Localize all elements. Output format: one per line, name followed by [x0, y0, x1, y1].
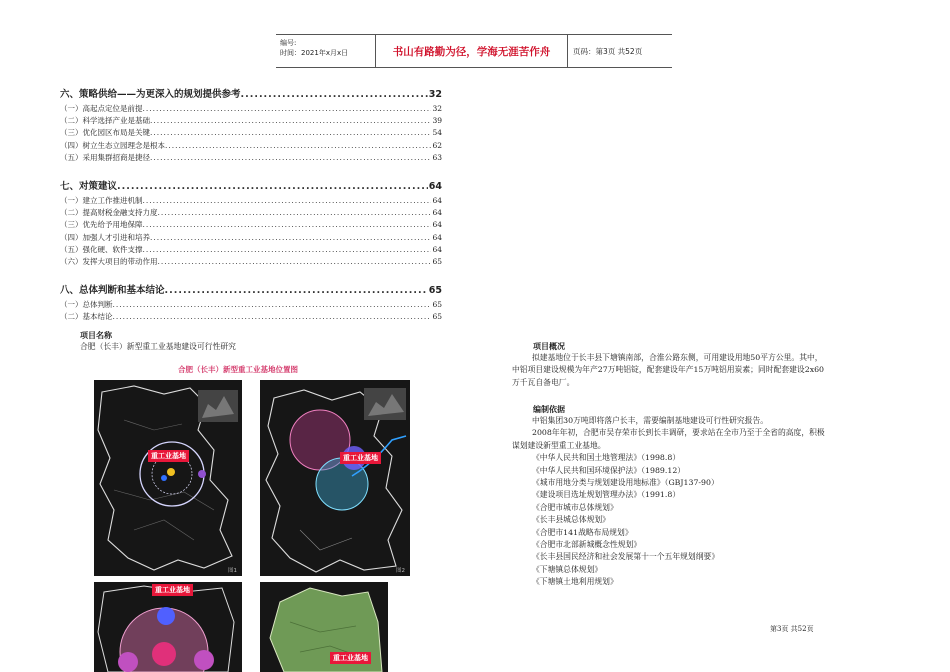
figure-title: 合肥（长丰）新型重工业基地位置图 [178, 365, 298, 374]
map-figure-2 [260, 380, 410, 576]
map-tag-3: 重工业基地 [152, 584, 193, 596]
toc-page: 64 [432, 220, 442, 230]
toc-section [60, 207, 442, 218]
toc-section [60, 256, 442, 267]
toc-title: （三）优先给予用地保障 [60, 220, 143, 230]
toc-page: 64 [432, 244, 442, 254]
overview-label: 项目概况 [533, 342, 565, 351]
toc-section [60, 299, 442, 310]
basis-label: 编制依据 [533, 405, 565, 414]
page-footer: 第3页 共52页 [770, 625, 814, 633]
page-header [276, 34, 672, 68]
map-tag-4: 重工业基地 [330, 652, 371, 664]
toc-page: 62 [432, 140, 442, 150]
toc-page: 32 [432, 104, 442, 113]
toc-page: 65 [432, 312, 442, 322]
text-line: 《下塘镇总体规划》 [532, 564, 603, 574]
figure-caption-2: 图2 [396, 568, 405, 574]
toc-page: 63 [432, 152, 442, 162]
toc-title: （一）总体判断 [60, 300, 113, 310]
map-figure-3 [94, 582, 242, 672]
text-line: 《合肥市北部新城概念性规划》 [532, 540, 642, 550]
toc-leader [165, 141, 431, 150]
map-tag-2: 重工业基地 [340, 452, 381, 464]
header-page-label: 页码：第3页 共52页 [573, 47, 643, 56]
header-number-label: 编号: [280, 39, 297, 47]
text-line: 万千瓦自备电厂。 [512, 377, 575, 387]
toc-section [60, 244, 442, 255]
toc-title: （二）基本结论 [60, 312, 113, 322]
toc-title: 六、策略供给——为更深入的规划提供参考 [60, 89, 241, 100]
overview-text [512, 352, 824, 389]
toc-page: 65 [428, 285, 442, 297]
text-line: 《中华人民共和国环境保护法》（1989.12） [532, 465, 686, 475]
toc-section [60, 115, 442, 126]
text-line: 《合肥市城市总体规划》 [532, 502, 618, 512]
toc-title: （一）建立工作推进机制 [60, 196, 143, 205]
toc-section [60, 140, 442, 151]
toc-section [60, 127, 442, 138]
header-meta [276, 35, 376, 67]
toc-title: （二）提高财税金融支持力度 [60, 208, 158, 218]
text-line: 中铝项目建设规模为年产27万吨铝锭，配套建设年产15万吨铝用炭素；同时配套建设2x60 [512, 365, 825, 375]
text-line: 《长丰县城总体规划》 [532, 515, 610, 525]
toc-section [60, 195, 442, 206]
toc-leader [143, 104, 432, 113]
toc-page: 64 [432, 208, 442, 218]
basis-text [512, 415, 825, 589]
header-motto: 书山有路勤为径，学海无涯苦作舟 [376, 35, 568, 67]
toc-chapter [60, 282, 442, 296]
toc-leader [165, 285, 428, 296]
text-line: 《建设项目选址规划管理办法》（1991.8） [532, 490, 681, 500]
toc-chapter [60, 86, 442, 100]
toc-title: （二）科学选择产业是基础 [60, 116, 150, 126]
toc-section [60, 219, 442, 230]
text-line: 2008年年初，合肥市吴存荣市长到长丰调研，要求站在全市乃至于全省的高度，积极 [532, 428, 825, 438]
text-line: 《城市用地分类与规划建设用地标准》（GBJ137-90） [532, 478, 719, 488]
toc-title: （四）树立生态立园理念是根本 [60, 140, 165, 150]
toc-leader [150, 128, 431, 137]
toc-leader [150, 116, 431, 125]
toc-section [60, 311, 442, 322]
toc-page: 32 [428, 89, 442, 100]
map-figure-1 [94, 380, 242, 576]
toc-chapter [60, 178, 442, 192]
toc-title: （一）高起点定位是前提 [60, 104, 143, 113]
toc-title: （六）发挥大项目的带动作用 [60, 257, 158, 266]
project-name-label: 项目名称 [80, 331, 112, 340]
toc-leader [150, 153, 431, 162]
project-name-text: 合肥（长丰）新型重工业基地建设可行性研究 [80, 342, 236, 351]
text-line: 中铝集团30万吨即将落户长丰，需要编制基地建设可行性研究报告。 [532, 416, 769, 425]
toc-title: （五）采用集群招商是捷径 [60, 152, 150, 162]
toc-page: 39 [432, 116, 442, 126]
toc-title: （五）强化硬、软件支撑 [60, 244, 143, 254]
toc-title: （三）优化园区布局是关键 [60, 128, 150, 138]
toc-page: 65 [432, 257, 442, 266]
toc-leader [143, 220, 432, 229]
text-line: 拟建基地位于长丰县下塘镇南部，合淮公路东侧，可用建设用地50平方公里。其中， [532, 353, 823, 362]
text-line: 《中华人民共和国土地管理法》（1998.8） [532, 453, 681, 463]
toc-leader [143, 196, 432, 205]
toc-leader [158, 208, 432, 217]
toc-leader [158, 257, 432, 266]
toc-page: 64 [432, 232, 442, 242]
toc-page: 54 [432, 128, 442, 138]
text-line: 谋划建设新型重工业基地。 [512, 440, 606, 450]
toc-page: 64 [432, 196, 442, 205]
toc-leader [143, 245, 432, 254]
toc-section [60, 103, 442, 114]
toc-leader [113, 312, 432, 321]
toc-title: 七、对策建议 [60, 181, 118, 192]
toc-page: 65 [432, 300, 442, 310]
text-line: 《合肥市141战略布局规划》 [532, 527, 633, 537]
map-figure-4 [260, 582, 388, 672]
figure-caption-1: 图1 [228, 568, 237, 574]
toc-title: （四）加强人才引进和培养 [60, 232, 150, 242]
header-time-label: 时间：2021年x月x日 [280, 49, 349, 57]
toc-leader [150, 233, 431, 242]
map-tag-1: 重工业基地 [148, 450, 189, 462]
text-line: 《长丰县国民经济和社会发展第十一个五年规划纲要》 [532, 552, 720, 562]
toc-section [60, 152, 442, 163]
toc-leader [113, 300, 432, 309]
toc-page: 64 [428, 181, 442, 192]
toc-leader [117, 181, 428, 192]
toc-section [60, 232, 442, 243]
toc-title: 八、总体判断和基本结论 [60, 285, 165, 297]
text-line: 《下塘镇土地利用规划》 [532, 577, 618, 587]
toc-leader [241, 89, 428, 100]
